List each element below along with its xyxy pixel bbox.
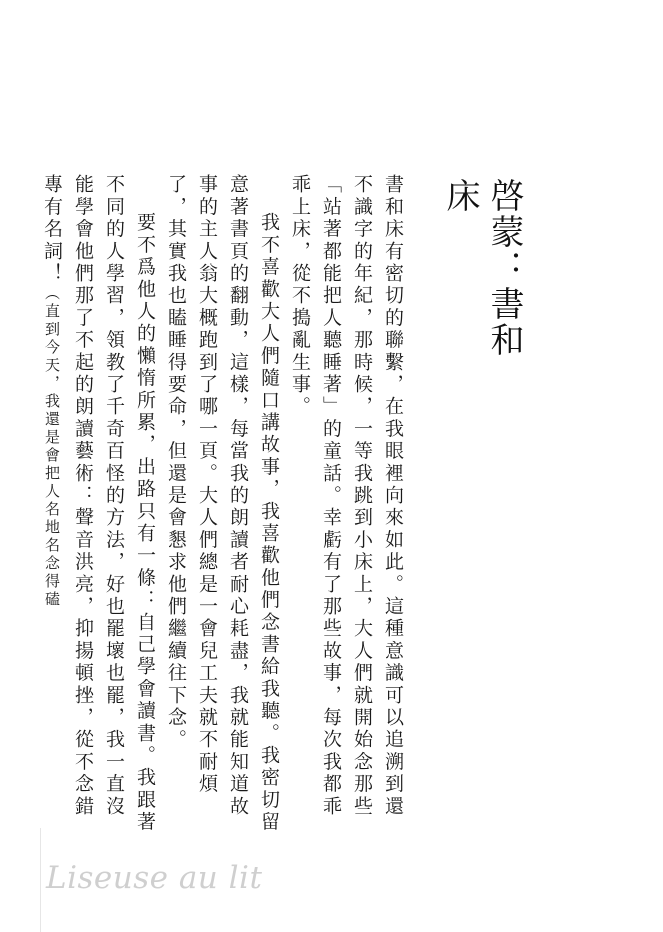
paragraph-2 [160,174,284,836]
paragraph-1-text: 書和床有密切的聯繫，在我眼裡向來如此。這種意識可以追溯到還不識字的年紀，那時候，一等我跳到小床上，大人們就開始念那些「站著都能把人聽睡著」的童話。幸虧有了那些故事，每次我都乖乖上床，從不搗亂生事。 [289,174,404,818]
body-text [41,174,408,836]
paragraph-1 [284,174,408,836]
paragraph-3 [36,174,160,836]
paragraph-3-aside: （直到今天，我還是會把人名地名念得磕 [43,285,61,609]
paragraph-2-text: 我不喜歡大人們隨口講故事，我喜歡他們念書給我聽。我密切留意著書頁的翻動，這樣，每當我的朗讀者耐心耗盡，我就能知道故事的主人翁大概跑到了哪一頁。大人們總是一會兒工夫就不耐煩了，其實我也瞌睡得要命，但還是會懇求他們繼續往下念。 [165,174,280,834]
chapter-title: 啓蒙：書和床 [440,178,524,358]
margin-rule [40,828,41,932]
watermark-title: Liseuse au lit [46,860,263,896]
paragraph-3-text: 要不爲他人的懶惰所累，出路只有一條：自己學會讀書。我跟著不同的人學習，領教了千奇百怪的方法，好也罷壞也罷，我一直沒能學會他們那了不起的朗讀藝術：聲音洪亮，抑揚頓挫，從不念錯專有名詞！ [41,174,156,834]
